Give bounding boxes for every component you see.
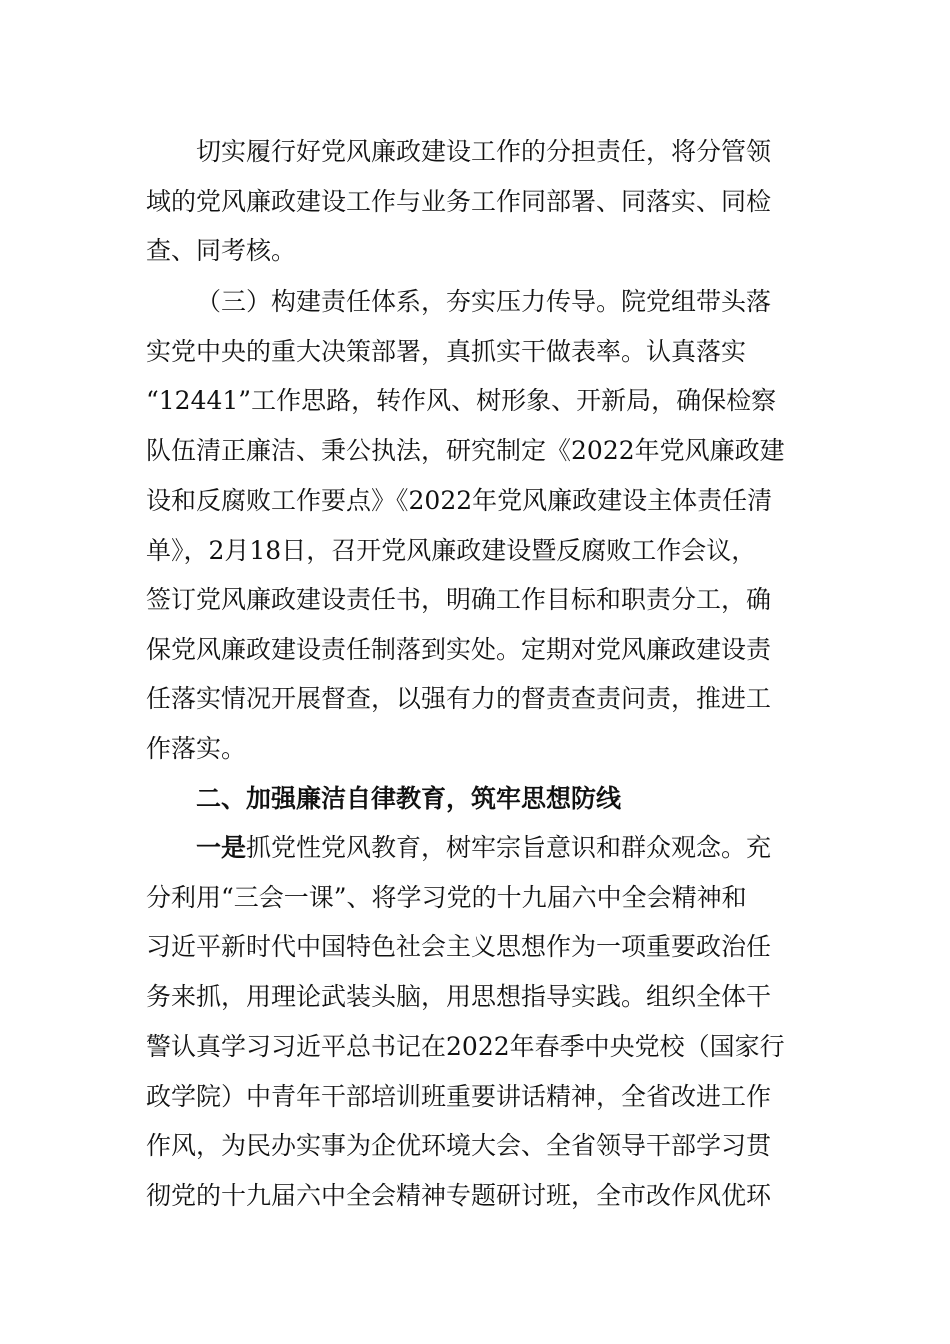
- p2-line-3: “12441”工作思路，转作风、树形象、开新局，确保检察: [146, 386, 777, 415]
- p4-line-6: 政学院）中青年干部培训班重要讲话精神，全省改进工作: [146, 1082, 772, 1111]
- p1-line-1: 切实履行好党风廉政建设工作的分担责任，将分管领: [196, 137, 772, 166]
- p2-line-6: 单》，2月18日，召开党风廉政建设暨反腐败工作会议，: [146, 536, 757, 565]
- p4-line-4: 务来抓，用理论武装头脑，用思想指导实践。组织全体干: [146, 982, 772, 1011]
- p4-line-5: 警认真学习习近平总书记在2022年春季中央党校（国家行: [146, 1032, 785, 1061]
- p2-line-7: 签订党风廉政建设责任书，明确工作目标和职责分工，确: [146, 585, 772, 614]
- p1-line-2: 域的党风廉政建设工作与业务工作同部署、同落实、同检: [146, 187, 772, 216]
- p4-line-1-text: 抓党性党风教育，树牢宗旨意识和群众观念。充: [246, 833, 772, 862]
- p4-line-3: 习近平新时代中国特色社会主义思想作为一项重要政治任: [146, 932, 772, 961]
- p2-line-8: 保党风廉政建设责任制落到实处。定期对党风廉政建设责: [146, 635, 772, 664]
- p2-line-9: 任落实情况开展督查，以强有力的督责查责问责，推进工: [146, 684, 772, 713]
- p2-line-1: （三）构建责任体系，夯实压力传导。院党组带头落: [196, 287, 772, 316]
- p4-line-8: 彻党的十九届六中全会精神专题研讨班，全市改作风优环: [146, 1181, 772, 1210]
- section-heading: 二、加强廉洁自律教育，筑牢思想防线: [196, 784, 622, 813]
- p2-line-5: 设和反腐败工作要点》《2022年党风廉政建设主体责任清: [146, 486, 773, 515]
- p2-line-2: 实党中央的重大决策部署，真抓实干做表率。认真落实: [146, 337, 747, 366]
- p4-lead: 一是: [196, 833, 247, 862]
- p4-line-1: [196, 822, 806, 874]
- p4-line-7: 作风，为民办实事为企优环境大会、全省领导干部学习贯: [146, 1131, 772, 1160]
- p2-line-10: 作落实。: [146, 734, 247, 763]
- p1-line-3: 查、同考核。: [146, 236, 297, 265]
- p2-line-4: 队伍清正廉洁、秉公执法，研究制定《2022年党风廉政建: [146, 436, 785, 465]
- p4-line-2: 分利用“三会一课”、将学习党的十九届六中全会精神和: [146, 883, 747, 912]
